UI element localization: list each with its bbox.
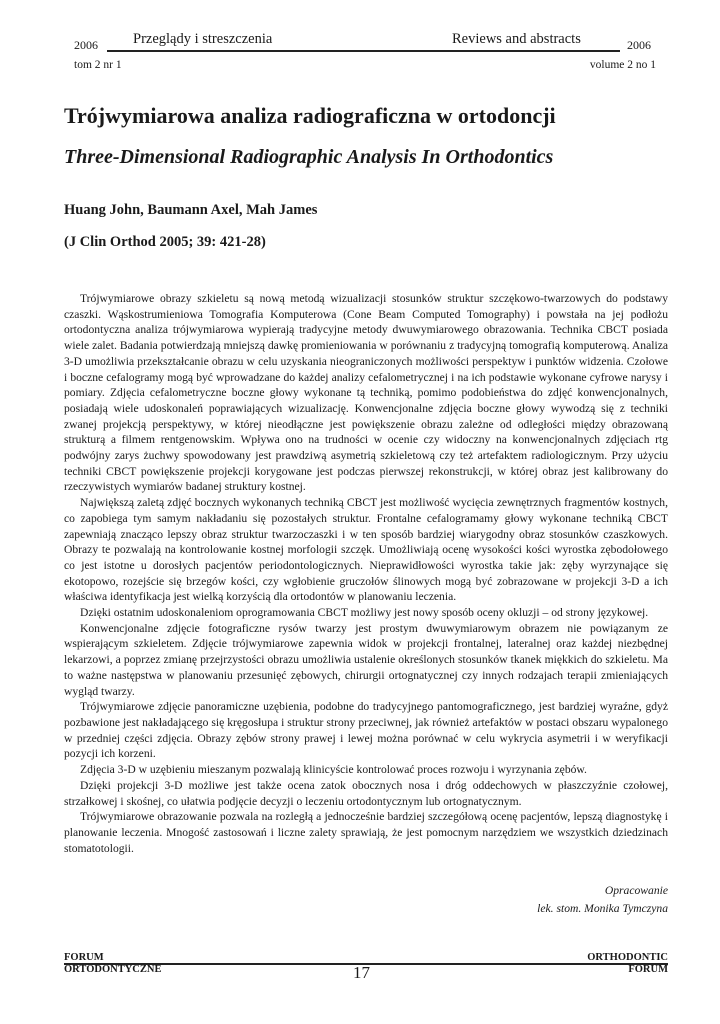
footer-left-line2: ORTODONTYCZNE <box>64 964 162 975</box>
page-number: 17 <box>353 963 370 982</box>
header-title-pl: Przeglądy i streszczenia <box>133 31 273 47</box>
paragraph-6: Zdjęcia 3-D w uzębieniu mieszanym pozwalają klinicyście kontrolować proces rozwoju i wyrzynania zębów. <box>80 763 587 777</box>
paragraph-3: Dzięki ostatnim udoskonaleniom oprogramowania CBCT możliwy jest nowy sposób oceny okluzji – od strony językowej. <box>80 606 649 620</box>
header-volume-pl: tom 2 nr 1 <box>74 59 122 71</box>
article-authors: Huang John, Baumann Axel, Mah James <box>64 202 318 218</box>
footer-left-line1: FORUM <box>64 952 104 963</box>
signature-label: Opracowanie <box>604 884 668 897</box>
article-title-en: Three-Dimensional Radiographic Analysis In Orthodontics <box>64 146 554 168</box>
article-title-pl: Trójwymiarowa analiza radiograficzna w ortodoncji <box>64 103 556 128</box>
header-rule <box>107 50 620 52</box>
paragraph-5: Trójwymiarowe zdjęcie panoramiczne uzębienia, podobne do tradycyjnego pantomograficznego, jest bardziej wyraźne, gdyż pozbawione jest nakładającego się kręgosłupa i struktur strony przeciwnej, jak również artefaktów w postaci obszaru wypalonego w przedniej części zdjęcia. Obrazy zębów strony prawej i lewej można porównać w celu wykrycia asymetrii i w weryfikacji pozycji ich korzeni. <box>64 700 668 761</box>
paragraph-4: Konwencjonalne zdjęcie fotograficzne rysów twarzy jest prostym dwuwymiarowym obrazem nie powiązanym ze wspierającym szkieletem. Zdjęcie trójwymiarowe zapewnia widok w projekcji frontalnej, lateralnej oraz każdej niezbędnej lekarzowi, a poprzez zmianę przejrzystości obrazu umożliwia ustalenie określonych stosunków tkanek miękkich do szkieletu. Ma to ważne następstwa w planowaniu przesunięć zębowych, chirurgii ortognatycznej czy innych rodzajach terapii zmieniających wygląd twarzy. <box>64 621 668 698</box>
article-body <box>64 291 668 856</box>
signature-author: lek. stom. Monika Tymczyna <box>537 902 668 915</box>
paragraph-8: Trójwymiarowe obrazowanie pozwala na rozległą a jednocześnie bardziej szczegółową ocenę pacjentów, lepszą diagnostykę i planowanie leczenia. Mnogość zastosowań i liczne zalety sprawiają, że jest pomocnym narzędziem we wszystkich dziedzinach stomatotologii. <box>64 810 668 855</box>
footer-right-line1: ORTHODONTIC <box>587 952 668 963</box>
paragraph-1: Trójwymiarowe obrazy szkieletu są nową metodą wizualizacji stosunków struktur szczękowo-twarzowych do podstawy czaszki. Wąskostrumieniowa Tomografia Komputerowa (Cone Beam Computed Tomography) i powstała na jej podłożu ortodontyczna analiza trójwymiarowa wypierają tradycyjne metody dwuwymiarowego obrazowania. Technika CBCT posiada wiele zalet. Badania potwierdzają mniejszą dawkę promieniowania w porównaniu z tradycyjną tomografią komputerową. Analiza 3-D umożliwia przekształcanie obrazu w celu uzyskania nieograniczonych możliwości perspektyw i punktów widzenia. Czołowe i boczne cefalogramy mogą być wprowadzane do każdej analizy cefalometrycznej i na ich podstawie wykonane cyfrowe narysy i pomiary. Zdjęcia cefalometryczne boczne głowy wykonane tą techniką, pomimo podobieństwa do zdjęć konwencjonalnych, posiadają wiele udoskonaleń poprawiających wizualizację. Konwencjonalne zdjęcia boczne głowy wywodzą się z techniki zwanej projekcją perspektywy, w której nieodłączne jest powiększenie obrazu zależne od odległości między obrazowaną strukturą a filmem rentgenowskim. Wpływa ono na trudności w ocenie czy widoczny na konwencjonalnych zdjęciach rtg podwójny zarys żuchwy spowodowany jest prawdziwą asymetrią szkieletową czy też artefaktem radiologicznym. Przy użyciu techniki CBCT powiększenie projekcji korygowane jest podczas pierwszej rekonstrukcji, w której obraz jest kalibrowany do rzeczywistych wymiarów badanej struktury kostnej. <box>64 292 668 494</box>
paragraph-7: Dzięki projekcji 3-D możliwe jest także ocena zatok obocznych nosa i dróg oddechowych w płaszczyźnie czołowej, strzałkowej i skośnej, co ułatwia podjęcie decyzji o leczeniu ortodontycznym lub ortognatycznym. <box>64 778 668 808</box>
footer-right-line2: FORUM <box>628 964 668 975</box>
header-volume-en: volume 2 no 1 <box>589 59 656 71</box>
header-title-en: Reviews and abstracts <box>452 31 581 47</box>
header-year-right: 2006 <box>627 38 651 52</box>
article-citation: (J Clin Orthod 2005; 39: 421-28) <box>64 234 266 250</box>
header-year-left: 2006 <box>74 38 98 52</box>
paragraph-2: Największą zaletą zdjęć bocznych wykonanych techniką CBCT jest możliwość wycięcia zewnętrznych fragmentów kostnych, co zapobiega tym samym nakładaniu się pozostałych struktur. Frontalne cefalogramamy głowy wykonane techniką CBCT zapewniają znacząco lepszy obraz struktur twarzoczaszki i w ten sposób bardziej wiarygodny obraz stosunków czaszkowych. Obrazy te pozwalają na kontrolowanie kostnej morfologii szczęk. Umożliwiają ocenę wysokości kości wyrostka zębodołowego co jest istotne u dorosłych pacjentów periodontologicznych. Nieprawidłowości wyrostka takie jak: zęby wyrzynające się ekotopowo, rozejście się brzegów kości, czy wgłobienie gruczołów ślinowych mogą być zobrazowane w projekcji 3-D a ich właściwa identyfikacja jest wielką korzyścią dla ortodontów w planowaniu leczenia. <box>64 496 668 604</box>
